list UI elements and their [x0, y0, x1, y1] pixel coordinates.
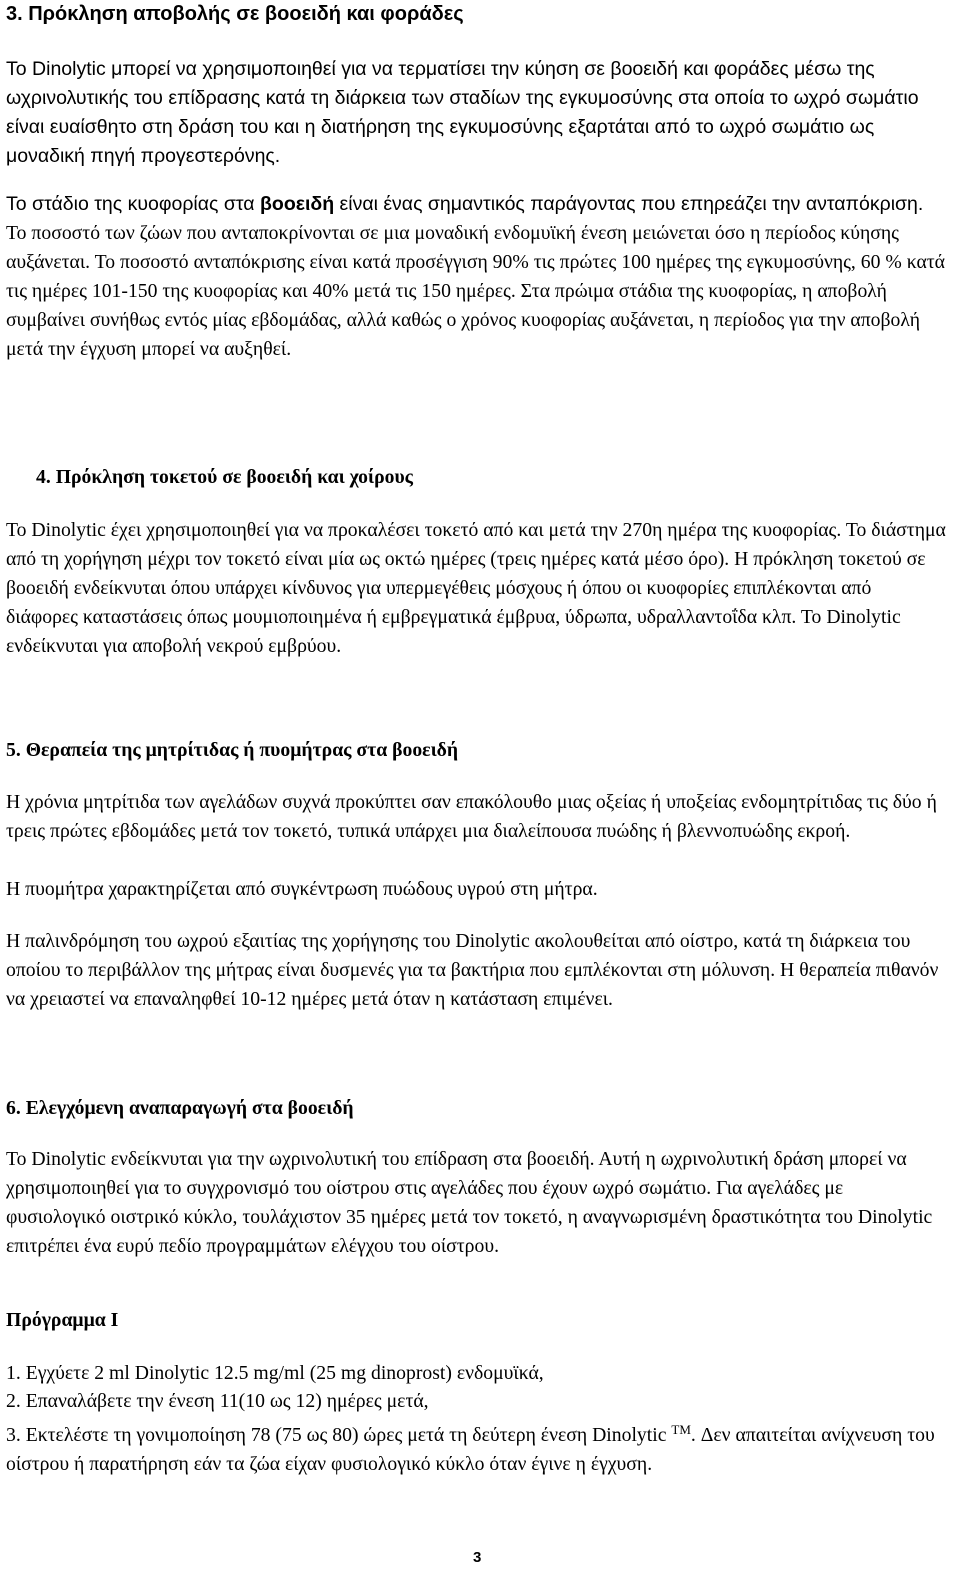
section-4-paragraph-1: Το Dinolytic έχει χρησιμοποιηθεί για να προκαλέσει τοκετό από και μετά την 270η ημέρα της κυοφορίας. Το διάστημα από τη χορήγηση μέχρι τον τοκετό είναι μία ως οκτώ ημέρες (τρεις ημέρες κατά μέσο όρο). Η πρόκληση τοκετού σε βοοειδή ενδείκνυται όπου υπάρχει κίνδυνος για υπερμεγέθεις μόσχους ή όπου οι κυοφορίες επιπλέκονται από διάφορες καταστάσεις όπως μουμιοποιημένα ή εμβρεγματικά έμβρυα, ύδρωπα, υδραλλαντοΐδα κλπ. Το Dinolytic ενδείκνυται για αποβολή νεκρού εμβρύου.	[6, 519, 946, 657]
section-5-heading: 5. Θεραπεία της μητρίτιδας ή πυομήτρας στα βοοειδή	[6, 739, 459, 761]
section-6-paragraph-1: Το Dinolytic ενδείκνυται για την ωχρινολυτική του επίδραση στα βοοειδή. Αυτή η ωχρινολυτική δράση μπορεί να χρησιμοποιηθεί για το συγχρονισμό του οίστρου στις αγελάδες που έχουν ωχρό σωμάτιο. Για αγελάδες με φυσιολογικό οιστρικό κύκλο, τουλάχιστον 35 ημέρες μετά τον τοκετό, η αναγνωρισμένη δραστικότητα του Dinolytic επιτρέπει ένα ευρύ πεδίο προγραμμάτων ελέγχου του οίστρου.	[6, 1148, 933, 1257]
program-step-2: 2. Επαναλάβετε την ένεση 11(10 ως 12) ημέρες μετά,	[6, 1390, 429, 1412]
section-3-p2-serif: Το ποσοστό των ζώων που ανταποκρίνονται σε μια μοναδική ενδομυϊκή ένεση μειώνεται όσο η περίοδος κύησης αυξάνεται. Το ποσοστό ανταπόκρισης είναι κατά προσέγγιση 90% τις πρώτες 100 ημέρες της εγκυμοσύνης, 60 % κατά τις ημέρες 101-150 της κυοφορίας και 40% μετά τις 150 ημέρες. Στα πρώιμα στάδια της κυοφορίας, η αποβολή συμβαίνει συνήθως εντός μίας εβδομάδας, αλλά καθώς ο χρόνος κυοφορίας αυξάνεται, η περίοδος για την αποβολή μετά την έγχυση μπορεί να αυξηθεί.	[6, 222, 945, 360]
program-title: Πρόγραμμα Ι	[6, 1309, 119, 1331]
trademark-symbol: TM	[671, 1422, 691, 1437]
section-3-paragraph-2	[6, 190, 946, 364]
page-number: 3	[473, 1549, 482, 1566]
section-5-paragraph-2: Η πυομήτρα χαρακτηρίζεται από συγκέντρωση πυώδους υγρού στη μήτρα.	[6, 878, 598, 900]
section-3-p2-text-after: είναι ένας σημαντικός παράγοντας που επηρεάζει την ανταπόκριση.	[334, 193, 924, 215]
program-step-3-text-after: . Δεν απαιτείται ανίχνευση του οίστρου ή παρατήρηση εάν τα ζώα είχαν φυσιολογικό κύκλο όταν έγινε η έγχυση.	[6, 1424, 935, 1475]
section-3-paragraph-1: Το Dinolytic μπορεί να χρησιμοποιηθεί για να τερματίσει την κύηση σε βοοειδή και φοράδες μέσω της ωχρινολυτικής του επίδρασης κατά τη διάρκεια των σταδίων της εγκυμοσύνης στα οποία το ωχρό σωμάτιο είναι ευαίσθητο στη δράση του και η διατήρηση της εγκυμοσύνης εξαρτάται από το ωχρό σωμάτιο ως μοναδική πηγή προγεστερόνης.	[6, 58, 919, 167]
section-5-paragraph-3: Η παλινδρόμηση του ωχρού εξαιτίας της χορήγησης του Dinolytic ακολουθείται από οίστρο, κατά τη διάρκεια του οποίου το περιβάλλον της μήτρας είναι δυσμενές για τα βακτήρια που εμπλέκονται στη μόλυνση. Η θεραπεία πιθανόν να χρειαστεί να επαναληφθεί 10-12 ημέρες μετά όταν η κατάσταση επιμένει.	[6, 930, 939, 1010]
program-step-3-text: 3. Εκτελέστε τη γονιμοποίηση 78 (75 ως 80) ώρες μετά τη δεύτερη ένεση Dinolytic	[6, 1424, 672, 1446]
section-3-p2-text: Το στάδιο της κυοφορίας στα	[6, 193, 260, 215]
section-6-heading: 6. Ελεγχόμενη αναπαραγωγή στα βοοειδή	[6, 1097, 354, 1119]
section-3-heading: 3. Πρόκληση αποβολής σε βοοειδή και φοράδες	[6, 3, 464, 25]
section-5-paragraph-1: Η χρόνια μητρίτιδα των αγελάδων συχνά προκύπτει σαν επακόλουθο μιας οξείας ή υποξείας ενδομητρίτιδας τις δύο ή τρεις πρώτες εβδομάδες μετά τον τοκετό, τυπικά υπάρχει μια διαλείπουσα πυώδης ή βλεννοπυώδης εκροή.	[6, 791, 937, 842]
section-3-p2-bold: βοοειδή	[260, 193, 335, 215]
section-4-heading: 4. Πρόκληση τοκετού σε βοοειδή και χοίρους	[36, 466, 413, 488]
program-step-1: 1. Εγχύετε 2 ml Dinolytic 12.5 mg/ml (25 mg dinoprost) ενδομυϊκά,	[6, 1362, 544, 1384]
program-step-3	[6, 1415, 946, 1479]
